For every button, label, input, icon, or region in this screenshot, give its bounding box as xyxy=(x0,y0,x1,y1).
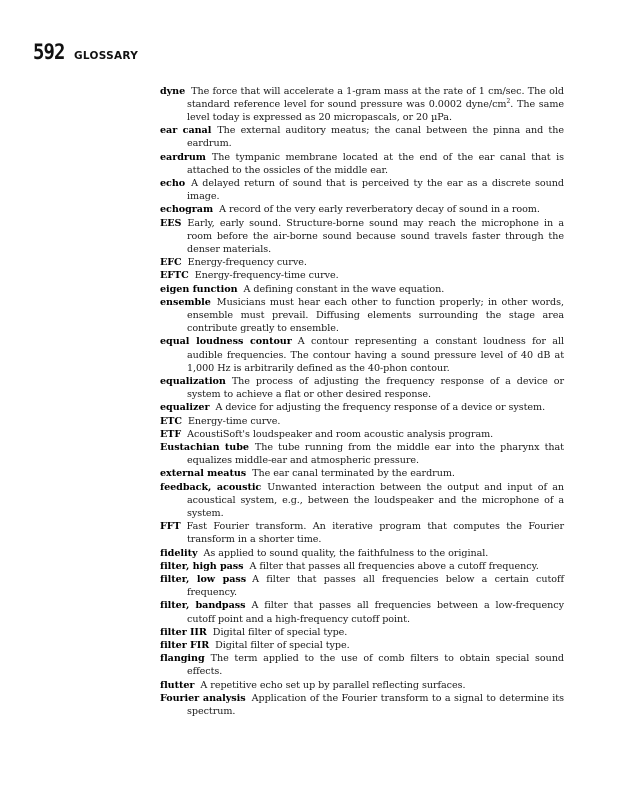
glossary-definition: Application of the Fourier transform to a signal to determine its spectrum. xyxy=(187,692,564,718)
glossary-entry xyxy=(160,481,564,521)
glossary-definition: Unwanted interaction between the output and input of an acoustical system, e.g., between the loudspeaker and the microphone of a system. xyxy=(187,481,564,519)
glossary-entry xyxy=(160,573,564,599)
glossary-term: echo xyxy=(160,177,186,189)
glossary-term: eigen function xyxy=(160,283,238,295)
glossary-entry xyxy=(160,124,564,150)
glossary-entry xyxy=(160,639,564,652)
glossary-term: filter FIR xyxy=(160,640,210,652)
glossary-entry xyxy=(160,375,564,401)
glossary-entry xyxy=(160,441,564,467)
glossary-definition: The tympanic membrane located at the end of the ear canal that is attached to the ossicles of the middle ear. xyxy=(187,151,564,176)
glossary-term: equalization xyxy=(160,375,226,387)
glossary-term: eardrum xyxy=(160,151,206,163)
glossary-definition: Digital filter of special type. xyxy=(215,640,350,652)
glossary-entry xyxy=(160,692,564,718)
glossary-entry xyxy=(160,599,564,625)
glossary-term: flutter xyxy=(160,679,195,691)
glossary-entry xyxy=(160,296,564,336)
glossary-term: filter, high pass xyxy=(160,560,244,572)
glossary-entry xyxy=(160,256,564,269)
glossary-term: Eustachian tube xyxy=(160,441,249,453)
glossary-term: external meatus xyxy=(160,468,247,480)
section-title: GLOSSARY xyxy=(73,50,139,62)
glossary-definition: A filter that passes all frequencies above a cutoff frequency. xyxy=(249,560,539,572)
glossary-entry xyxy=(160,151,564,177)
glossary-definition: As applied to sound quality, the faithfulness to the original. xyxy=(203,547,489,559)
page-number: 592 xyxy=(33,40,65,64)
glossary-term: filter, low pass xyxy=(160,574,247,586)
glossary-entry xyxy=(160,401,564,414)
glossary-definition: The ear canal terminated by the eardrum. xyxy=(252,468,455,480)
glossary-entry-dyne xyxy=(160,85,564,125)
glossary-entry xyxy=(160,177,564,203)
glossary-definition: A device for adjusting the frequency response of a device or system. xyxy=(215,402,546,414)
glossary-entry xyxy=(160,415,564,428)
glossary-entry xyxy=(160,560,564,573)
glossary-term: fidelity xyxy=(160,547,198,559)
glossary-term: equal loudness contour xyxy=(160,336,292,348)
glossary-term: filter, bandpass xyxy=(160,600,246,612)
glossary-entry xyxy=(160,335,564,375)
glossary-entry xyxy=(160,626,564,639)
glossary-term: filter IIR xyxy=(160,626,207,638)
glossary-definition: A record of the very early reverberatory decay of sound in a room. xyxy=(219,204,540,216)
glossary-definition: The force that will accelerate a 1-gram mass at the rate of 1 cm/sec. The old standard reference level for sound pressure was 0.0002 dyne/$cm^2$. The same level today is expressed as 20 micropascals, or 20 µPa. xyxy=(187,85,565,123)
glossary-term: ensemble xyxy=(160,296,211,308)
glossary-definition: AcoustiSoft's loudspeaker and room acoustic analysis program. xyxy=(187,428,494,440)
glossary-term: dyne xyxy=(160,85,186,97)
glossary-definition: Digital filter of special type. xyxy=(212,626,348,638)
glossary-definition: A delayed return of sound that is perceived ty the ear as a discrete sound image. xyxy=(187,177,564,203)
glossary-definition: The process of adjusting the frequency response of a device or system to achieve a flat or other desired response. xyxy=(187,375,564,401)
glossary-term: EFTC xyxy=(160,270,189,282)
glossary-term: flanging xyxy=(160,653,205,665)
glossary-entry xyxy=(160,467,564,480)
glossary-entry xyxy=(160,520,564,546)
glossary-definition: The term applied to the use of comb filters to obtain special sound effects. xyxy=(187,653,564,678)
glossary-term: EFC xyxy=(160,257,182,269)
glossary-term: Fourier analysis xyxy=(160,692,246,704)
glossary-term: equalizer xyxy=(160,402,210,414)
glossary-definition: Musicians must hear each other to function properly; in other words, ensemble must prevail. Diffusing elements surrounding the stage area contribute greatly to ensemble. xyxy=(187,296,564,335)
page-header xyxy=(33,40,138,64)
glossary-entry xyxy=(160,652,564,678)
glossary-entry xyxy=(160,428,564,441)
glossary-definition: A contour representing a constant loudness for all audible frequencies. The contour having a sound pressure level of 40 dB at 1,000 Hz is arbitrarily defined as the 40-phon contour. xyxy=(187,336,564,374)
glossary-entries xyxy=(160,85,564,719)
glossary-definition: Energy-time curve. xyxy=(187,415,281,427)
glossary-definition: The external auditory meatus; the canal between the pinna and the eardrum. xyxy=(187,125,564,150)
glossary-definition: Fast Fourier transform. An iterative program that computes the Fourier transform in a shorter time. xyxy=(186,521,564,546)
glossary-entry xyxy=(160,283,564,296)
glossary-definition: Energy-frequency-time curve. xyxy=(194,270,339,282)
glossary-term: FFT xyxy=(160,521,181,533)
glossary-definition: A filter that passes all frequencies below a certain cutoff frequency. xyxy=(187,574,564,599)
glossary-definition: A filter that passes all frequencies between a low-frequency cutoff point and a high-frequency cutoff point. xyxy=(187,600,564,625)
glossary-definition: A defining constant in the wave equation. xyxy=(243,283,445,295)
glossary-definition: Early, early sound. Structure-borne sound may reach the microphone in a room before the air-borne sound because sound travels faster through the denser materials. xyxy=(187,217,564,255)
glossary-term: ETC xyxy=(160,415,182,427)
glossary-definition: Energy-frequency curve. xyxy=(187,257,307,269)
glossary-entry xyxy=(160,203,564,216)
glossary-term: feedback, acoustic xyxy=(160,481,262,493)
glossary-term: echogram xyxy=(160,204,214,216)
glossary-entry xyxy=(160,269,564,282)
glossary-term: ETF xyxy=(160,428,182,440)
glossary-definition: A repetitive echo set up by parallel reflecting surfaces. xyxy=(200,679,466,691)
glossary-entry xyxy=(160,217,564,257)
glossary-definition: The tube running from the middle ear into the pharynx that equalizes middle-ear and atmospheric pressure. xyxy=(187,441,564,467)
glossary-term: EES xyxy=(160,217,182,229)
glossary-entry xyxy=(160,679,564,692)
glossary-entry xyxy=(160,547,564,560)
superscript: 2 xyxy=(506,97,511,105)
glossary-term: ear canal xyxy=(160,125,212,137)
